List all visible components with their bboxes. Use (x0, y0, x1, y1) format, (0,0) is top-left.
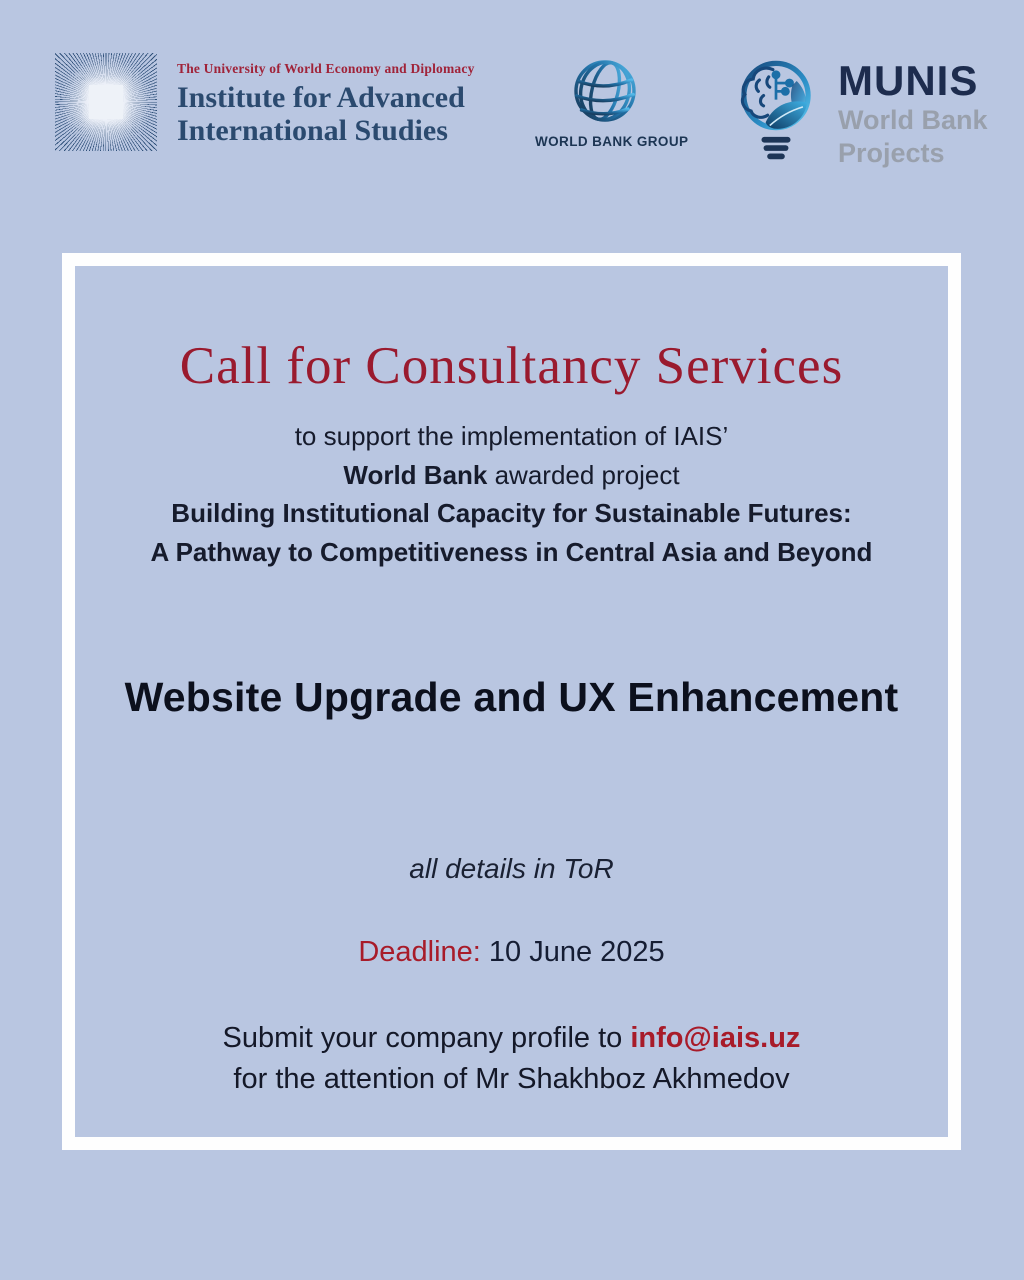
submission-block (62, 1018, 961, 1100)
deadline-line (62, 936, 961, 969)
institute-name-line1: Institute for Advanced (177, 81, 465, 114)
intro-line-4: A Pathway to Competitiveness in Central Asia and Beyond (150, 536, 873, 567)
intro-line-2-rest: awarded project (487, 459, 680, 490)
intro-line-2 (62, 456, 961, 495)
seal-center-square (89, 85, 123, 119)
deadline-date: 10 June 2025 (480, 936, 665, 968)
world-bank-caption: WORLD BANK GROUP (535, 134, 689, 149)
university-logo (55, 53, 157, 151)
globe-icon (572, 58, 638, 124)
poster-title: Call for Consultancy Services (179, 337, 844, 395)
poster-intro (62, 417, 961, 571)
intro-line-3: Building Institutional Capacity for Sustainable Futures: (171, 498, 852, 528)
deadline-label: Deadline: (358, 936, 481, 968)
intro-line-1: to support the implementation of IAIS’ (294, 421, 729, 451)
submit-line (62, 1018, 961, 1059)
munis-logo (724, 52, 988, 168)
institute-name-line2: International Studies (177, 114, 448, 147)
munis-title: MUNIS (838, 57, 979, 104)
attention-line: for the attention of Mr Shakhboz Akhmedov (233, 1063, 790, 1095)
world-bank-logo (535, 58, 689, 149)
munis-subtitle-line1: World Bank (838, 105, 988, 135)
university-wordmark (177, 61, 507, 147)
tor-note: all details in ToR (409, 853, 614, 884)
project-subject: Website Upgrade and UX Enhancement (124, 674, 899, 720)
munis-wordmark (838, 57, 988, 168)
university-tagline: The University of World Economy and Diplomacy (177, 61, 475, 76)
intro-line-2-bold: World Bank (343, 459, 488, 490)
submit-email: info@iais.uz (630, 1022, 801, 1054)
munis-subtitle-line2: Projects (838, 138, 945, 168)
submit-prefix: Submit your company profile to (222, 1022, 631, 1054)
lightbulb-brain-leaf-icon (724, 52, 828, 168)
